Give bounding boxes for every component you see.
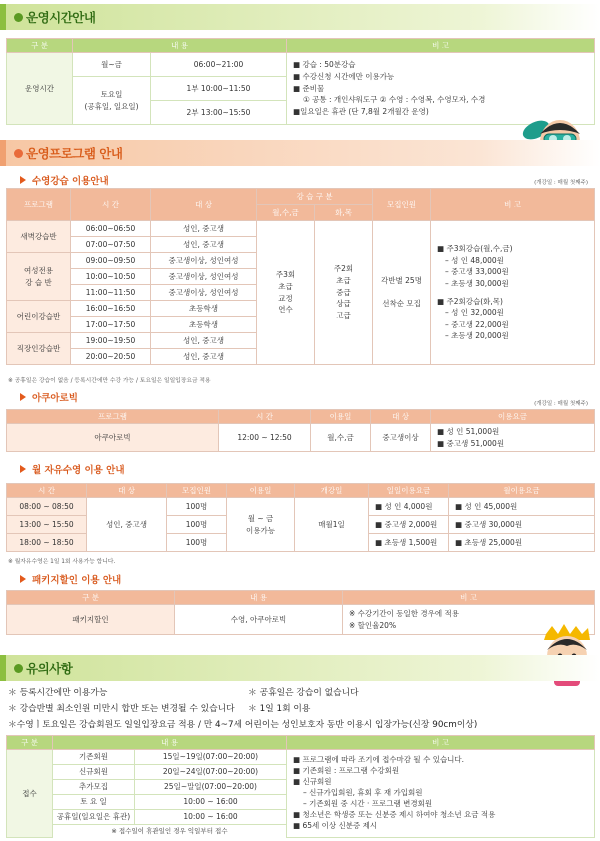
- row-label: 운영시간: [7, 53, 73, 125]
- capacity-cell: 100명: [167, 534, 227, 552]
- registration-notes: [287, 750, 595, 838]
- registration-table: [6, 735, 595, 838]
- program-name: 새벽강습반: [7, 221, 71, 253]
- header-cell: 이용일: [227, 484, 295, 498]
- caution-line: ＊ 1일 1회 이용: [248, 704, 311, 714]
- target-cell: 초등학생: [151, 317, 257, 333]
- period-cell: 10:00 ~ 16:00: [135, 795, 287, 810]
- fee-cell: [431, 424, 595, 452]
- period-cell: 15일~19일(07:00~20:00): [135, 750, 287, 765]
- target-cell: 중고생이상, 성인여성: [151, 285, 257, 301]
- fee-line: – 초등생 30,000원: [445, 278, 509, 288]
- fee-line: – 성 인 48,000원: [445, 255, 504, 265]
- note-line: ■ 프로그램에 따라 조기에 접수마감 될 수 있습니다.: [293, 755, 465, 765]
- subsection-package: [20, 572, 121, 586]
- note-line: ■일요일은 휴관 (단 7,8월 2개월간 운영): [293, 106, 429, 116]
- time-cell: 12:00 ~ 12:50: [219, 424, 311, 452]
- fee-line: ■ 중고생 51,000원: [437, 438, 505, 448]
- program-name: 직장인강습반: [7, 333, 71, 365]
- period-cell: 10:00 ~ 16:00: [135, 810, 287, 825]
- fee-notes: [431, 221, 595, 365]
- subsection-title: 아쿠아로빅: [32, 393, 78, 404]
- monthly-fee: ■ 초등생 25,000원: [449, 534, 595, 552]
- monthly-table: [6, 483, 595, 552]
- member-type: 신규회원: [53, 765, 135, 780]
- header-cell: 시 간: [71, 189, 151, 221]
- package-name: 패키지할인: [7, 605, 175, 635]
- note-line: – 기존회원 중 시간 · 프로그램 변경회원: [303, 798, 433, 808]
- time-cell: 07:00~07:50: [71, 237, 151, 253]
- header-cell: 프로그램: [7, 410, 219, 424]
- target-cell: 성인, 중고생: [151, 237, 257, 253]
- caution-line: ＊ 등록시간에만 이용가능: [8, 688, 108, 698]
- note-line: – 신규가입회원, 휴회 후 재 가입회원: [303, 788, 423, 798]
- time-cell: 1부 10:00~11:50: [151, 77, 287, 101]
- section-title: 운영프로그램 안내: [26, 146, 123, 161]
- header-cell: 대 상: [371, 410, 431, 424]
- note-line: ■ 청소년은 학생증 또는 신분증 제시 하여야 청소년 요금 적용: [293, 809, 496, 819]
- header-cell: 비 고: [287, 736, 595, 750]
- time-cell: 2부 13:00~15:50: [151, 101, 287, 125]
- target-cell: 성인, 중고생: [151, 349, 257, 365]
- triangle-bullet-icon: [20, 575, 26, 583]
- target-cell: 성인, 중고생: [87, 498, 167, 552]
- period-cell: 20일~24일(07:00~20:00): [135, 765, 287, 780]
- header-cell: 월,수,금: [257, 205, 315, 221]
- note-line: ① 공통 : 개인샤워도구 ② 수영 : 수영복, 수영모자, 수경: [303, 95, 486, 105]
- triangle-bullet-icon: [20, 465, 26, 473]
- fee-line: – 초등생 20,000원: [445, 331, 509, 341]
- program-name: 여성전용 강 습 반: [7, 253, 71, 301]
- time-cell: 18:00 ~ 18:50: [7, 534, 87, 552]
- note-line: ■ 강습 : 50분강습: [293, 60, 356, 70]
- aqua-table: [6, 409, 595, 452]
- target-cell: 성인, 중고생: [151, 221, 257, 237]
- time-cell: 16:00~16:50: [71, 301, 151, 317]
- days-cell: 월,수,금: [311, 424, 371, 452]
- header-cell: 일일이용요금: [369, 484, 449, 498]
- header-cell: 이용요금: [431, 410, 595, 424]
- target-cell: 중고생이상: [371, 424, 431, 452]
- header-cell: 구 분: [7, 591, 175, 605]
- bullet-icon: [14, 664, 23, 673]
- header-cell: 개강일: [295, 484, 369, 498]
- note-line: ※ 할인율20%: [349, 620, 397, 630]
- class-tt: 주2회 초급 중급 상급 고급: [315, 221, 373, 365]
- class-mwf: 주3회 초급 교정 연수: [257, 221, 315, 365]
- fee-line: – 중고생 22,000원: [445, 319, 509, 329]
- note-line: ■ 65세 이상 신분증 제시: [293, 820, 378, 830]
- fee-line: ■ 성 인 51,000원: [437, 426, 500, 436]
- day-cell: 월~금: [73, 53, 151, 77]
- member-type: 기존회원: [53, 750, 135, 765]
- daily-fee: ■ 성 인 4,000원: [369, 498, 449, 516]
- swim-footnote: ※ 공휴일은 강습이 없음 / 등록시간에만 수강 가능 / 토요일은 일일입장요금 적용: [8, 378, 211, 384]
- time-cell: 11:00~11:50: [71, 285, 151, 301]
- header-cell: 월이용요금: [449, 484, 595, 498]
- member-type: 공휴일(일요일은 휴관): [53, 810, 135, 825]
- start-cell: 매월1일: [295, 498, 369, 552]
- section-title: 운영시간안내: [26, 10, 96, 25]
- header-cell: 비 고: [287, 39, 595, 53]
- period-cell: 25일~말일(07:00~20:00): [135, 780, 287, 795]
- note-line: ■ 수강신청 시간에만 이용가능: [293, 72, 395, 82]
- capacity-cell: 100명: [167, 516, 227, 534]
- subsection-aqua: [20, 390, 78, 404]
- hours-table: [6, 38, 595, 125]
- header-cell: 화,목: [315, 205, 373, 221]
- header-cell: 대 상: [87, 484, 167, 498]
- header-cell: 내 용: [73, 39, 287, 53]
- time-cell: 10:00~10:50: [71, 269, 151, 285]
- fee-line: ■ 주2회강습(화,목): [437, 296, 503, 306]
- header-cell: 비 고: [343, 591, 595, 605]
- header-cell: 시 간: [7, 484, 87, 498]
- day-text: (공휴일, 일요일): [84, 101, 139, 111]
- target-cell: 중고생이상, 성인여성: [151, 253, 257, 269]
- section-title: 유의사항: [26, 661, 73, 676]
- header-cell: 구 분: [7, 39, 73, 53]
- bullet-icon: [14, 13, 23, 22]
- note-line: ■ 신규회원: [293, 777, 332, 787]
- package-table: [6, 590, 595, 635]
- registration-footnote: ※ 접수일이 휴관일인 경우 익일부터 접수: [111, 827, 228, 836]
- time-cell: 13:00 ~ 15:50: [7, 516, 87, 534]
- header-cell: 비 고: [431, 189, 595, 221]
- section-band-program: [0, 140, 600, 166]
- subsection-swim: [20, 173, 109, 187]
- monthly-fee: ■ 성 인 45,000원: [449, 498, 595, 516]
- header-cell: 내 용: [53, 736, 287, 750]
- start-date-note: (개강일 : 매월 첫째주): [534, 401, 588, 407]
- swim-table: [6, 188, 595, 365]
- fee-line: – 중고생 33,000원: [445, 267, 509, 277]
- target-cell: 초등학생: [151, 301, 257, 317]
- program-name: 어린이강습반: [7, 301, 71, 333]
- capacity-cell: 100명: [167, 498, 227, 516]
- member-type: 토 요 일: [53, 795, 135, 810]
- days-cell: 월 ~ 금 이용가능: [227, 498, 295, 552]
- program-name: 아쿠아로빅: [7, 424, 219, 452]
- time-cell: 20:00~20:50: [71, 349, 151, 365]
- time-cell: 17:00~17:50: [71, 317, 151, 333]
- header-cell: 시 간: [219, 410, 311, 424]
- day-cell: [73, 77, 151, 125]
- target-cell: 성인, 중고생: [151, 333, 257, 349]
- header-cell: 강 습 구 분: [257, 189, 373, 205]
- note-line: ■ 기존회원 : 프로그램 수강회원: [293, 766, 400, 776]
- daily-fee: ■ 초등생 1,500원: [369, 534, 449, 552]
- header-cell: 모집인원: [167, 484, 227, 498]
- triangle-bullet-icon: [20, 393, 26, 401]
- monthly-footnote: ※ 월자유수영은 1일 1회 사용가능 합니다.: [8, 559, 116, 565]
- caution-line: ＊수영ㅣ토요일은 강습회원도 일일입장요금 적용 / 만 4~7세 어린이는 성인보호자 동반 이용시 입장가능(신장 90cm이상): [8, 720, 478, 730]
- header-cell: 모집인원: [373, 189, 431, 221]
- caution-line: ＊ 강습반별 최소인원 미만시 합반 또는 변경될 수 있습니다: [8, 704, 235, 714]
- monthly-fee: ■ 중고생 30,000원: [449, 516, 595, 534]
- fee-line: – 성 인 32,000원: [445, 308, 504, 318]
- caution-line: ＊ 공휴일은 강습이 없습니다: [248, 688, 359, 698]
- header-cell: 대 상: [151, 189, 257, 221]
- header-cell: 프로그램: [7, 189, 71, 221]
- row-label: 접수: [7, 750, 53, 838]
- triangle-bullet-icon: [20, 176, 26, 184]
- package-content: 수영, 아쿠아로빅: [175, 605, 343, 635]
- member-type: 추가모집: [53, 780, 135, 795]
- section-band-hours: [0, 4, 600, 30]
- start-date-note: (개강일 : 매월 첫째주): [534, 180, 588, 186]
- note-line: ※ 수강기간이 동일한 경우에 적용: [349, 608, 460, 618]
- fee-line: ■ 주3회강습(월,수,금): [437, 244, 513, 253]
- subsection-title: 수영강습 이용안내: [32, 176, 109, 187]
- target-cell: 중고생이상, 성인여성: [151, 269, 257, 285]
- header-cell: 구 분: [7, 736, 53, 750]
- section-band-caution: [0, 655, 600, 681]
- header-cell: 이용일: [311, 410, 371, 424]
- time-cell: 09:00~09:50: [71, 253, 151, 269]
- note-line: ■ 준비물: [293, 83, 325, 93]
- subsection-monthly: [20, 462, 125, 476]
- daily-fee: ■ 중고생 2,000원: [369, 516, 449, 534]
- header-cell: 내 용: [175, 591, 343, 605]
- bullet-icon: [14, 149, 23, 158]
- time-cell: 06:00~06:50: [71, 221, 151, 237]
- time-cell: 06:00~21:00: [151, 53, 287, 77]
- time-cell: 08:00 ~ 08:50: [7, 498, 87, 516]
- subsection-title: 패키지할인 이용 안내: [32, 575, 122, 586]
- time-cell: 19:00~19:50: [71, 333, 151, 349]
- day-text: 토요일: [100, 89, 123, 99]
- capacity-cell: 각반별 25명 선착순 모집: [373, 221, 431, 365]
- subsection-title: 월 자유수영 이용 안내: [32, 465, 125, 476]
